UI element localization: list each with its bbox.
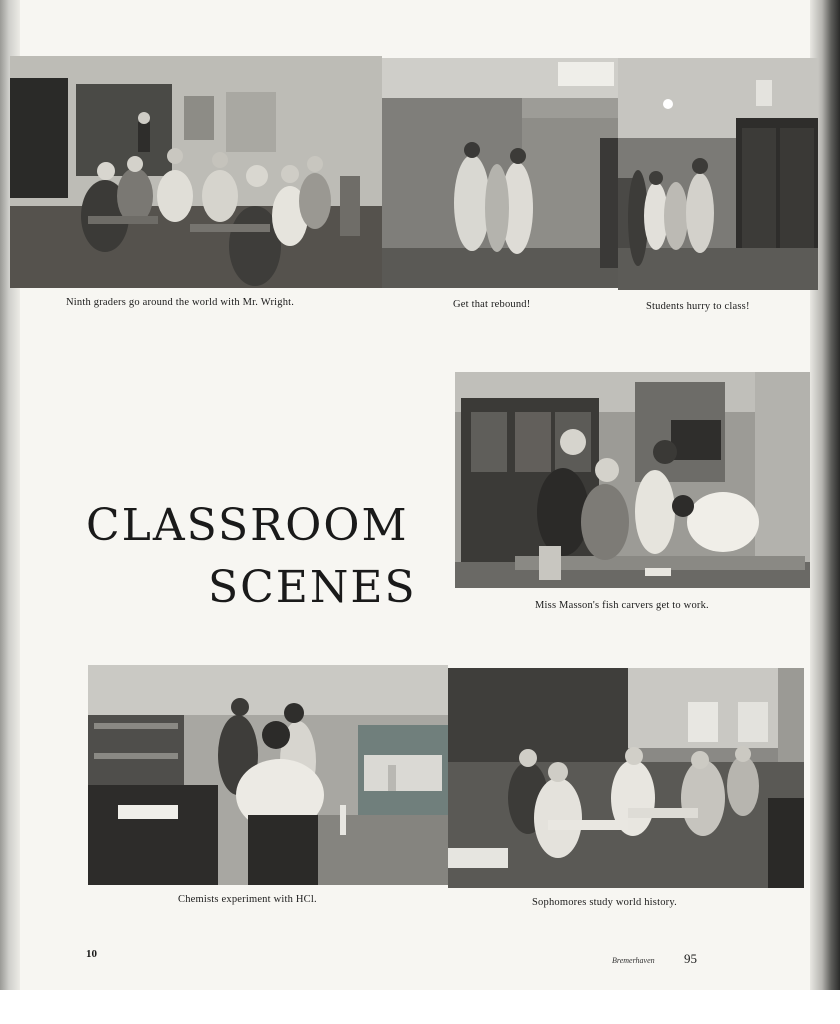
caption-ninth-graders: Ninth graders go around the world with Mr. Wright. — [66, 297, 295, 308]
caption-hallway: Students hurry to class! — [646, 301, 750, 312]
photo-ninth-graders-geography — [10, 56, 382, 288]
publication-name: Bremerhaven — [612, 956, 655, 965]
photo-hallway — [618, 58, 818, 290]
photo-world-history — [448, 668, 804, 888]
photo-chemistry — [88, 665, 448, 885]
caption-world-history: Sophomores study world history. — [532, 897, 677, 908]
left-page-number: 10 — [86, 948, 97, 960]
page-title-line-2: SCENES — [208, 562, 417, 613]
caption-fish-carvers: Miss Masson's fish carvers get to work. — [535, 600, 709, 611]
caption-rebound: Get that rebound! — [453, 299, 531, 310]
page-title-line-1: CLASSROOM — [86, 500, 409, 551]
right-page-number: 95 — [684, 951, 697, 966]
photo-rebound — [382, 58, 618, 288]
photo-fish-carvers — [455, 372, 810, 588]
scan-margin — [0, 990, 840, 1024]
caption-chemistry: Chemists experiment with HCl. — [178, 894, 317, 905]
